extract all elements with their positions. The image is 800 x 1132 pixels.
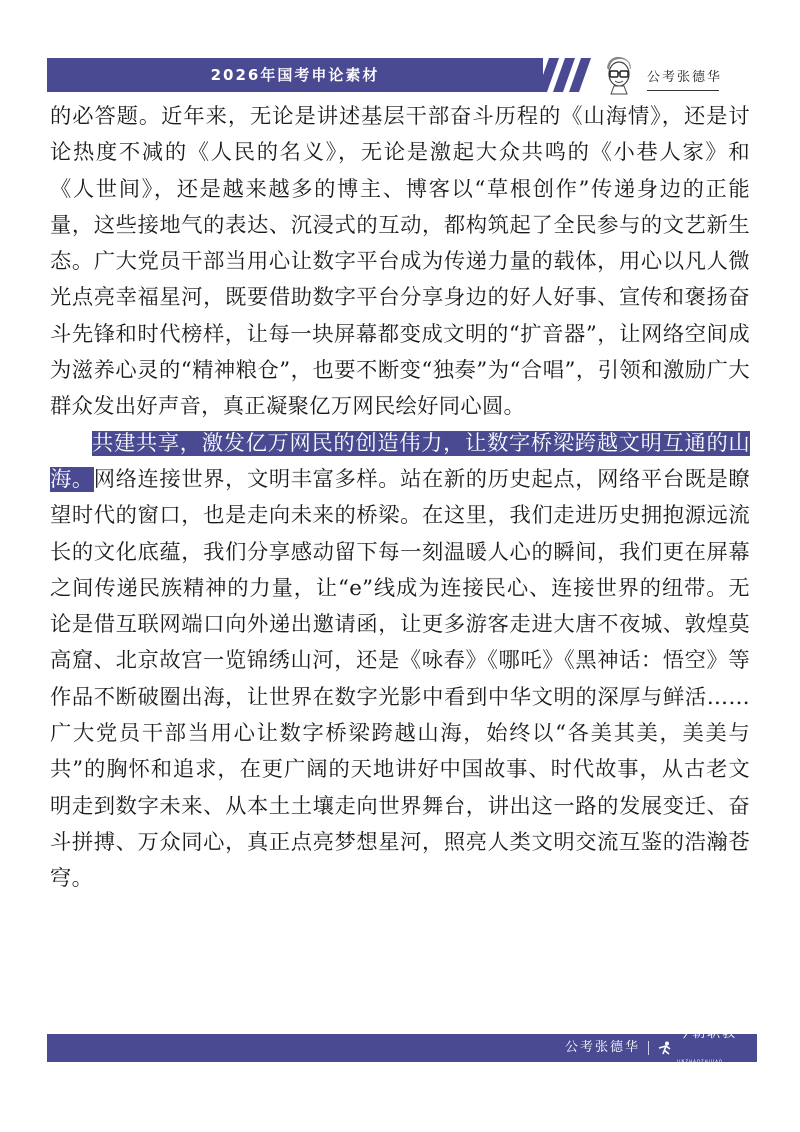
author-underline: [647, 90, 719, 91]
stripes-decoration-icon: [539, 58, 599, 92]
brand-figure-icon: [657, 1041, 673, 1055]
brand-name: 今朝职教: [676, 1026, 737, 1041]
brand-subtitle: JINZHAOZHIJIAO: [676, 1059, 723, 1064]
paragraph-1: 的必答题。近年来，无论是讲述基层干部奋斗历程的《山海情》，还是讨论热度不减的《人民的名义》，无论是激起大众共鸣的《小巷人家》和《人世间》，还是越来越多的博主、博客以“草根创作”传递身边的正能量，这些接地气的表达、沉浸式的互动，都构筑起了全民参与的文艺新生态。广大党员干部当用心让数字平台成为传递力量的载体，用心以凡人微光点亮幸福星河，既要借助数字平台分享身边的好人好事、宣传和褒扬奋斗先锋和时代榜样，让每一块屏幕都变成文明的“扩音器”，让网络空间成为滋养心灵的“精神粮仓”，也要不断变“独奏”为“合唱”，引领和激励广大群众发出好声音，真正凝聚亿万网民绘好同心圆。: [50, 104, 750, 420]
paragraph-2: [50, 426, 750, 898]
page-header: [47, 58, 757, 92]
page-footer: [47, 1026, 757, 1064]
section-heading-highlight: 共建共享，激发亿万网民的创造伟力，让数字桥梁跨越文明互通的山海。: [50, 430, 750, 492]
footer-author: 公考张德华: [564, 1040, 640, 1055]
header-author: 公考张德华: [647, 70, 723, 85]
header-title: 2026年国考申论素材: [210, 66, 380, 84]
paragraph-2-text: 网络连接世界，文明丰富多样。站在新的历史起点，网络平台既是瞭望时代的窗口，也是走向未来的桥梁。在这里，我们走进历史拥抱源远流长的文化底蕴，我们分享感动留下每一刻温暖人心的瞬间，我们更在屏幕之间传递民族精神的力量，让“e”线成为连接民心、连接世界的纽带。无论是借互联网端口向外递出邀请函，让更多游客走进大唐不夜城、敦煌莫高窟、北京故宫一览锦绣山河，还是《咏春》《哪吒》《黑神话：悟空》等作品不断破圈出海，让世界在数字光影中看到中华文明的深厚与鲜活……广大党员干部当用心让数字桥梁跨越山海，始终以“各美其美，美美与共”的胸怀和追求，在更广阔的天地讲好中国故事、时代故事，从古老文明走到数字未来、从本土土壤走向世界舞台，讲出这一路的发展变迁、奋斗拼搏、万众同心，真正点亮梦想星河，照亮人类文明交流互鉴的浩瀚苍穹。: [50, 466, 750, 892]
footer-divider: [648, 1041, 649, 1055]
article-body: [50, 99, 750, 898]
avatar-icon: [602, 56, 636, 96]
footer-credits: [564, 1026, 737, 1064]
brand-logo: [657, 1020, 737, 1076]
